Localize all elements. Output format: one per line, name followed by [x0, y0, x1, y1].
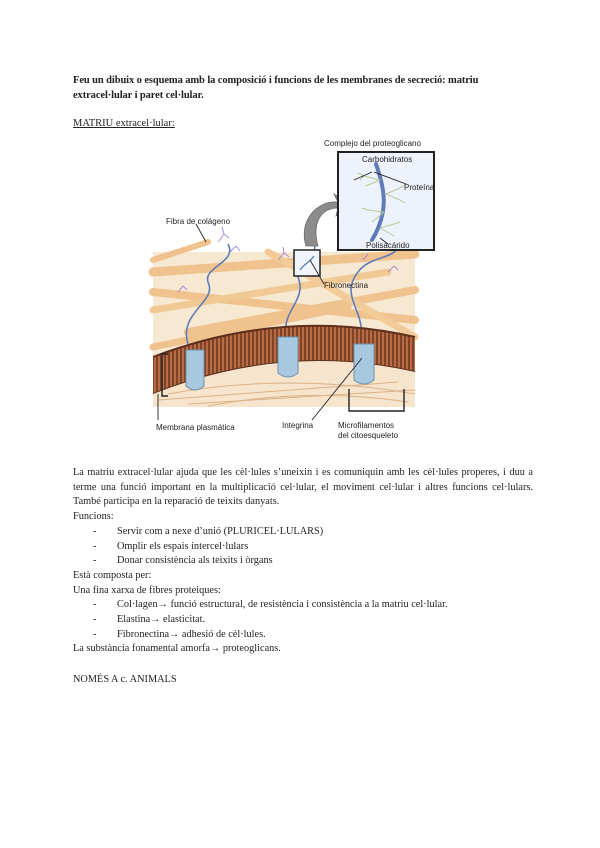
list-item: - Donar consistència als teixits i òrgans: [93, 554, 533, 569]
label-carbohydrates: Carbohidratos: [362, 155, 413, 164]
fibers-list: [73, 598, 533, 642]
section-heading: MATRIU extracel·lular:: [73, 118, 175, 129]
list-item: - Fibronectina→ adhesió de cèl·lules.: [93, 628, 533, 643]
functions-list: [73, 525, 533, 569]
list-item: - Col·lagen→ funció estructural, de resistència i consistència a la matriu cel·lular.: [93, 598, 533, 613]
label-integrin: Integrina: [282, 421, 314, 430]
label-plasma-membrane: Membrana plasmática: [156, 423, 235, 432]
list-item: - Elastina→ elasticitat.: [93, 613, 533, 628]
assignment-title: Feu un dibuix o esquema amb la composició i funcions de les membranes de secreció: matriu extracel·lular i paret cel·lular.: [73, 75, 479, 101]
fibers-heading: Una fina xarxa de fibres proteiques:: [73, 584, 221, 596]
extracellular-matrix-figure: [148, 132, 460, 444]
label-fibronectin: Fibronectina: [324, 281, 369, 290]
list-item: - Omplir els espais intercel·lulars: [93, 540, 533, 555]
footer-note: NOMÉS A c. ANIMALS: [73, 674, 177, 686]
label-polysaccharide: Polisacárido: [366, 241, 410, 250]
label-proteoglycan-complex: Complejo del proteoglicano: [324, 139, 421, 148]
list-item: - Servir com a nexe d’unió (PLURICEL·LULARS): [93, 525, 533, 540]
label-collagen-fiber: Fibra de colágeno: [166, 217, 231, 226]
ground-substance: La substància fonamental amorfa→ proteoglicans.: [73, 643, 281, 655]
composition-heading: Està composta per:: [73, 569, 152, 581]
label-microfilaments-line1: Microfilamentos: [338, 421, 395, 430]
label-protein: Proteína: [404, 183, 435, 192]
functions-heading: Funcions:: [73, 511, 114, 523]
proteoglycan-inset: [338, 152, 434, 250]
matrix-diagram: [148, 132, 460, 444]
document-body: [73, 466, 533, 688]
intro-paragraph: La matriu extracel·lular ajuda que les cèl·lules s’uneixin i es comuniquin amb les cèl·lules properes, i duu a terme una funció important en la multiplicació cel·lular, el moviment cel·lular i altres funcions cel·lulars. També participa en la reparació de teixits danyats.: [73, 467, 533, 508]
label-microfilaments-line2: del citoesqueleto: [338, 431, 399, 440]
